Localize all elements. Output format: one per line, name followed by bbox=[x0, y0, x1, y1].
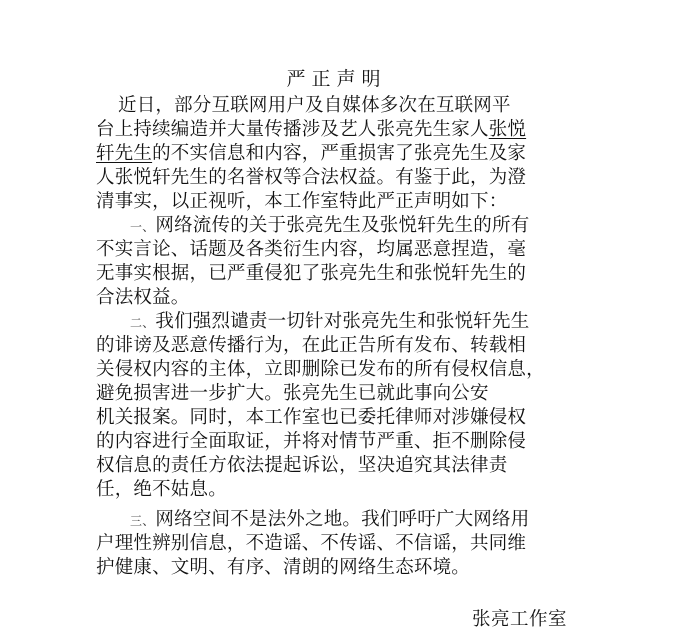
point-2-line-8: 任，绝不姑息。 bbox=[96, 479, 227, 500]
point-2-line-3: 关侵权内容的主体，立即删除已发布的所有侵权信息， bbox=[96, 359, 545, 380]
intro-line-5: 清事实，以正视听，本工作室特此严正声明如下： bbox=[96, 191, 508, 212]
underlined-name-part-1: 张悦 bbox=[488, 119, 527, 140]
point-1-line-2: 不实言论、话题及各类衍生内容，均属恶意捏造，毫 bbox=[96, 239, 527, 260]
intro-line-3-text: 的不实信息和内容，严重损害了张亮先生及家 bbox=[152, 143, 527, 164]
point-2-line-5: 机关报案。同时，本工作室也已委托律师对涉嫌侵权 bbox=[96, 407, 527, 428]
statement-title: 严正声明 bbox=[286, 68, 387, 90]
point-2-line-7: 权信息的责任方依法提起诉讼，坚决追究其法律责 bbox=[96, 455, 508, 476]
point-1-line-4: 合法权益。 bbox=[96, 287, 190, 308]
point-3-marker: 三、 bbox=[130, 514, 155, 528]
point-1-line-1 bbox=[130, 214, 529, 239]
intro-line-2 bbox=[96, 118, 526, 142]
point-3-text-1: 网络空间不是法外之地。我们呼吁广大网络用 bbox=[155, 509, 530, 530]
point-2-text-1: 我们强烈谴责一切针对张亮先生和张悦轩先生 bbox=[155, 311, 530, 332]
point-3-line-1 bbox=[130, 508, 529, 533]
point-1-text-1: 网络流传的关于张亮先生及张悦轩先生的所有 bbox=[155, 215, 530, 236]
point-2-line-2: 的诽谤及恶意传播行为，在此正告所有发布、转载相 bbox=[96, 335, 527, 356]
intro-line-4: 人张悦轩先生的名誉权等合法权益。有鉴于此，为澄 bbox=[96, 167, 527, 188]
signature: 张亮工作室 bbox=[472, 609, 568, 630]
point-3-line-2: 户理性辨别信息，不造谣、不传谣、不信谣，共同维 bbox=[96, 533, 527, 554]
intro-line-3 bbox=[96, 142, 526, 166]
point-2-marker: 二、 bbox=[130, 316, 155, 330]
point-1-marker: 一、 bbox=[130, 220, 155, 234]
point-3-line-3: 护健康、文明、有序、清朗的网络生态环境。 bbox=[96, 557, 471, 578]
point-2-line-4: 避免损害进一步扩大。张亮先生已就此事向公安 bbox=[96, 383, 489, 404]
intro-line-2-text: 台上持续编造并大量传播涉及艺人张亮先生家人 bbox=[96, 119, 489, 140]
point-1-line-3: 无事实根据，已严重侵犯了张亮先生和张悦轩先生的 bbox=[96, 263, 527, 284]
point-2-line-1 bbox=[130, 310, 529, 335]
intro-line-1: 近日，部分互联网用户及自媒体多次在互联网平 bbox=[118, 95, 511, 116]
underlined-name-part-2: 轩先生 bbox=[96, 143, 153, 164]
point-2-line-6: 的内容进行全面取证，并将对情节严重、拒不删除侵 bbox=[96, 431, 527, 452]
